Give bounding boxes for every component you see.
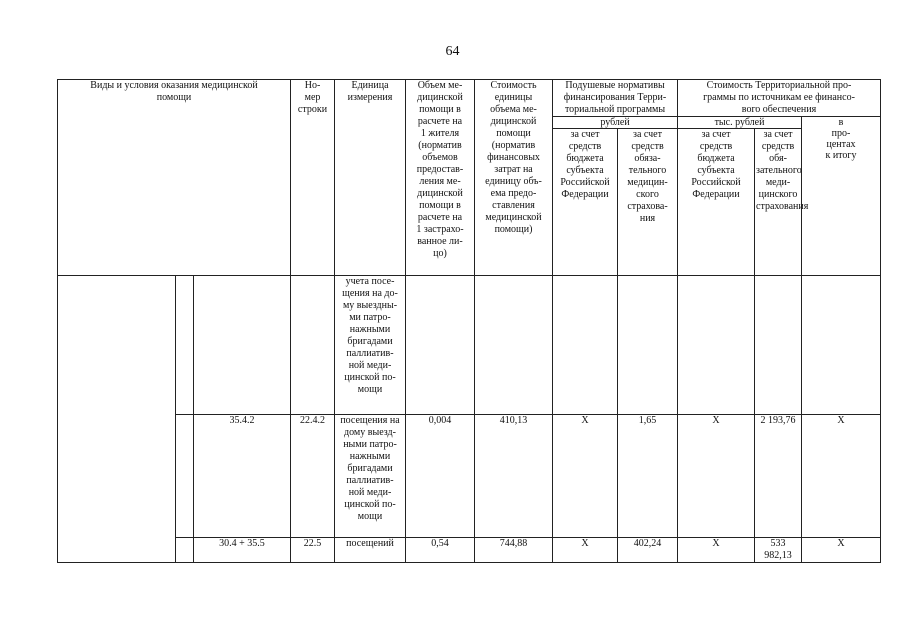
row-number: 22.5 [291, 538, 335, 563]
header-program-cost-group: Стоимость Территориальной про- граммы по источникам ее финансо- вого обеспечения [678, 80, 881, 117]
header-volume: Объем ме- дицинской помощи в расчете на 1 жителя (норматив объемов предостав- ления ме- дицинской помощи в расчете на 1 застрахо- ванное ли- цо) [406, 80, 475, 276]
table-row [58, 276, 881, 415]
row-pc-budget: Х [553, 415, 618, 538]
row-cost [475, 276, 553, 415]
row-cost: 744,88 [475, 538, 553, 563]
row-code [194, 276, 291, 415]
row-unit: посещения на дому выезд- ными патро- нажными бригадами паллиатив- ной меди- цинской по- мощи [335, 415, 406, 538]
header-pc-oms: за счет средств обяза- тельного медицин- ского страхова- ния [618, 129, 678, 276]
header-pc-budget: за счет средств бюджета субъекта Российской Федерации [553, 129, 618, 276]
row-percent: Х [802, 538, 881, 563]
row-pc-budget: Х [553, 538, 618, 563]
row-pc-oms [618, 276, 678, 415]
row-tc-budget: Х [678, 538, 755, 563]
row-pc-budget [553, 276, 618, 415]
header-percent: в про- центах к итогу [802, 117, 881, 276]
row-tc-budget [678, 276, 755, 415]
row-percent: Х [802, 415, 881, 538]
row-code: 35.4.2 [194, 415, 291, 538]
header-unit: Единица измерения [335, 80, 406, 276]
row-tc-oms: 533 982,13 [755, 538, 802, 563]
header-row-number: Но- мер строки [291, 80, 335, 276]
row-number: 22.4.2 [291, 415, 335, 538]
spacer-cell [176, 415, 194, 538]
header-tc-budget: за счет средств бюджета субъекта Российской Федерации [678, 129, 755, 276]
row-number [291, 276, 335, 415]
page-number: 64 [445, 44, 460, 59]
row-unit: посещений [335, 538, 406, 563]
medical-care-table [57, 79, 881, 563]
header-unit-cost: Стоимость единицы объема ме- дицинской помощи (норматив финансовых затрат на единицу объ- ема предо- ставления медицинской помощи) [475, 80, 553, 276]
row-tc-budget: Х [678, 415, 755, 538]
row-tc-oms: 2 193,76 [755, 415, 802, 538]
row-pc-oms: 402,24 [618, 538, 678, 563]
header-row [58, 80, 881, 117]
spacer-cell [176, 276, 194, 415]
spacer-cell [176, 538, 194, 563]
table-row [58, 415, 881, 538]
header-tc-oms: за счет средств обя- зательного меди- цинского страхования [755, 129, 802, 276]
row-percent [802, 276, 881, 415]
table-row [58, 538, 881, 563]
row-volume: 0,54 [406, 538, 475, 563]
row-tc-oms [755, 276, 802, 415]
header-per-capita-group: Подушевые нормативы финансирования Терри- ториальной программы [553, 80, 678, 117]
merged-empty-cell [58, 276, 176, 563]
row-volume: 0,004 [406, 415, 475, 538]
header-program-cost-units: тыс. рублей [678, 117, 802, 129]
row-code: 30.4 + 35.5 [194, 538, 291, 563]
row-cost: 410,13 [475, 415, 553, 538]
row-pc-oms: 1,65 [618, 415, 678, 538]
row-volume [406, 276, 475, 415]
header-care-type: Виды и условия оказания медицинской помощи [58, 80, 291, 276]
header-per-capita-units: рублей [553, 117, 678, 129]
row-unit: учета посе- щения на до- му выездны- ми патро- нажными бригадами паллиатив- ной меди- цинской по- мощи [335, 276, 406, 415]
